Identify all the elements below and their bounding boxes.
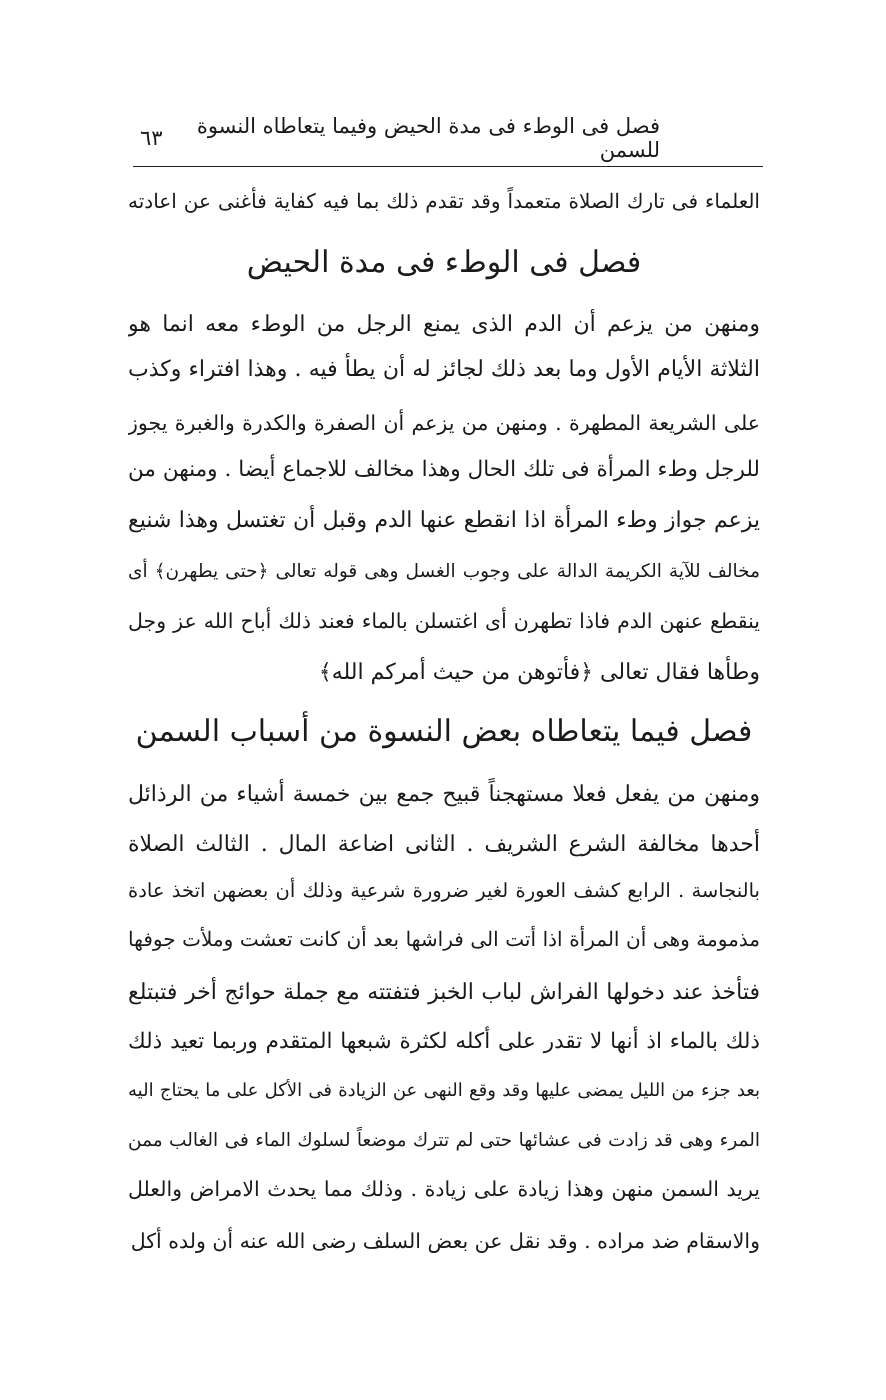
paragraph-line: للرجل وطء المرأة فى تلك الحال وهذا مخالف للاجماع أيضا . ومنهن من [128,457,760,482]
paragraph-line: أحدها مخالفة الشرع الشريف . الثانى اضاعة المال . الثالث الصلاة [128,832,760,857]
paragraph-line: الثلاثة الأيام الأول وما بعد ذلك لجائز له أن يطأ فيه . وهذا افتراء وكذب [128,357,760,382]
intro-line: العلماء فى تارك الصلاة متعمداً وقد تقدم ذلك بما فيه كفاية فأغنى عن اعادته [128,189,760,213]
paragraph-line: مخالف للآية الكريمة الدالة على وجوب الغسل وهى قوله تعالى ﴿حتى يطهرن﴾ أى [128,561,760,582]
paragraph-line: ومنهن من يفعل فعلا مستهجناً قبيح جمع بين خمسة أشياء من الرذائل [128,782,760,807]
paragraph-line: فتأخذ عند دخولها الفراش لباب الخبز فتفتته مع جملة حوائج أخر فتبتلع [128,980,760,1005]
header-rule [133,166,763,167]
running-title: فصل فى الوطء فى مدة الحيض وفيما يتعاطاه النسوة للسمن [196,114,660,162]
paragraph-line: بعد جزء من الليل يمضى عليها وقد وقع النهى عن الزيادة فى الأكل على ما يحتاج اليه [128,1080,760,1101]
running-head [140,114,660,162]
paragraph-line: ينقطع عنهن الدم فاذا تطهرن أى اغتسلن بالماء فعند ذلك أباح الله عز وجل [128,609,760,633]
paragraph-line: يزعم جواز وطء المرأة اذا انقطع عنها الدم وقبل أن تغتسل وهذا شنيع [128,508,760,533]
section-heading-menstruation: فصل فى الوطء فى مدة الحيض [246,245,642,280]
paragraph-line: مذمومة وهى أن المرأة اذا أتت الى فراشها بعد أن كانت تعشت وملأت جوفها [128,927,760,951]
paragraph-line: والاسقام ضد مراده . وقد نقل عن بعض السلف رضى الله عنه أن ولده أكل [130,1229,760,1253]
section-heading-fattening: فصل فيما يتعاطاه بعض النسوة من أسباب السمن [135,714,753,749]
paragraph-line: على الشريعة المطهرة . ومنهن من يزعم أن الصفرة والكدرة والغبرة يجوز [128,411,760,435]
paragraph-line: المرء وهى قد زادت فى عشائها حتى لم تترك موضعاً لسلوك الماء فى الغالب ممن [128,1130,760,1151]
paragraph-line: ومنهن من يزعم أن الدم الذى يمنع الرجل من الوطء معه انما هو [128,312,760,337]
paragraph-line: وطأها فقال تعالى ﴿فأتوهن من حيث أمركم الله﴾ [318,660,760,685]
paragraph-line: يريد السمن منهن وهذا زيادة على زيادة . وذلك مما يحدث الامراض والعلل [128,1177,760,1201]
page-number: ٦٣ [140,126,163,150]
paragraph-line: ذلك بالماء اذ أنها لا تقدر على أكله لكثرة شبعها المتقدم وربما تعيد ذلك [128,1029,760,1054]
paragraph-line: بالنجاسة . الرابع كشف العورة لغير ضرورة شرعية وذلك أن بعضهن اتخذ عادة [128,879,760,902]
